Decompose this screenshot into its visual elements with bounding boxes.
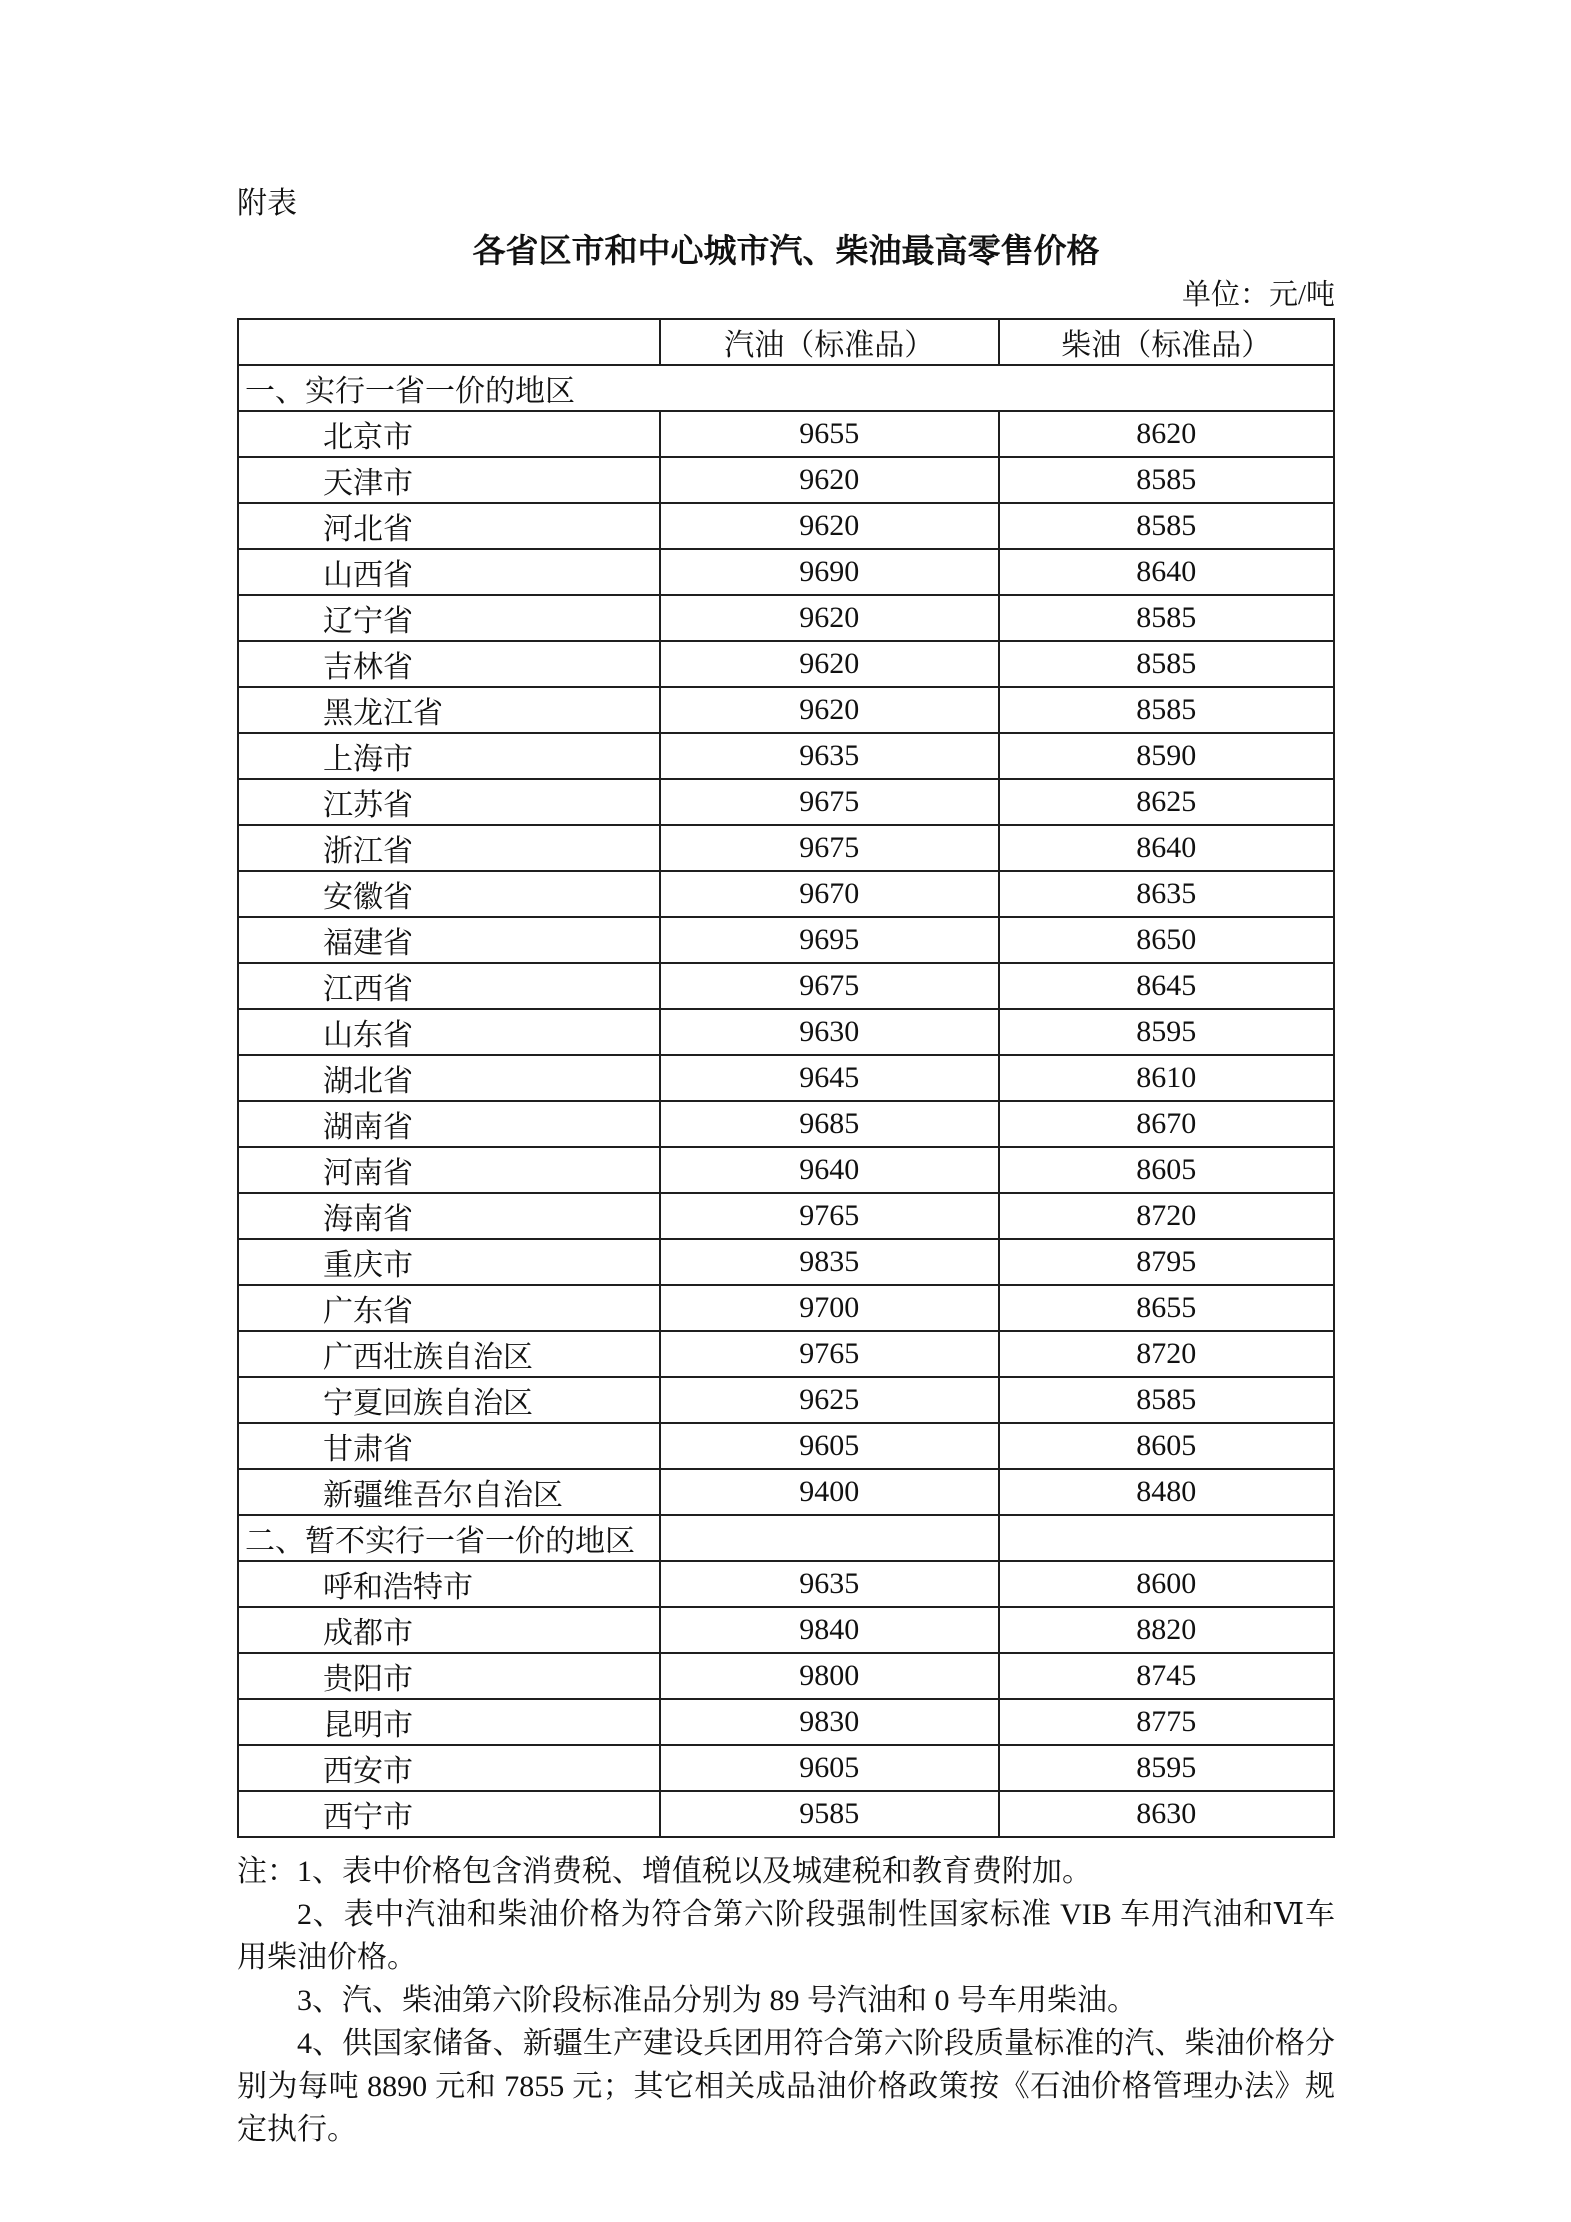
table-header-row [238,319,1334,365]
diesel-price-cell: 8480 [999,1469,1334,1515]
gasoline-price-cell: 9620 [660,595,999,641]
notes [237,1850,1335,2151]
table-row [238,1285,1334,1331]
diesel-price-cell: 8650 [999,917,1334,963]
region-cell: 呼和浩特市 [238,1561,660,1607]
table-row [238,1331,1334,1377]
note-text: 1、表中价格包含消费税、增值税以及城建税和教育费附加。 [297,1855,1092,1888]
region-cell: 北京市 [238,411,660,457]
table-row [238,1469,1334,1515]
gasoline-price-cell: 9830 [660,1699,999,1745]
diesel-price-cell: 8745 [999,1653,1334,1699]
section-row [238,1515,1334,1561]
region-cell: 贵阳市 [238,1653,660,1699]
diesel-price-cell: 8600 [999,1561,1334,1607]
gasoline-price-cell: 9605 [660,1745,999,1791]
region-cell: 福建省 [238,917,660,963]
diesel-price-cell [999,1515,1334,1561]
note-item [237,1850,1335,1893]
diesel-price-cell: 8720 [999,1193,1334,1239]
table-row [238,1239,1334,1285]
region-cell: 宁夏回族自治区 [238,1377,660,1423]
note-item [237,2022,1335,2151]
table-row [238,1055,1334,1101]
table-row [238,1101,1334,1147]
diesel-price-cell: 8630 [999,1791,1334,1837]
diesel-price-cell: 8640 [999,549,1334,595]
gasoline-price-cell: 9655 [660,411,999,457]
table-row [238,1745,1334,1791]
column-header-diesel: 柴油（标准品） [999,319,1334,365]
gasoline-price-cell: 9645 [660,1055,999,1101]
gasoline-price-cell: 9675 [660,779,999,825]
table-row [238,1791,1334,1837]
gasoline-price-cell: 9620 [660,503,999,549]
region-cell: 山西省 [238,549,660,595]
diesel-price-cell: 8625 [999,779,1334,825]
region-cell: 河南省 [238,1147,660,1193]
region-cell: 重庆市 [238,1239,660,1285]
table-row [238,733,1334,779]
table-row [238,1699,1334,1745]
note-text: 3、汽、柴油第六阶段标准品分别为 89 号汽油和 0 号车用柴油。 [297,1984,1137,2017]
diesel-price-cell: 8595 [999,1745,1334,1791]
region-cell: 甘肃省 [238,1423,660,1469]
table-row [238,917,1334,963]
region-cell: 广西壮族自治区 [238,1331,660,1377]
note-item [237,1893,1335,1979]
region-cell: 山东省 [238,1009,660,1055]
table-row [238,871,1334,917]
diesel-price-cell: 8640 [999,825,1334,871]
diesel-price-cell: 8635 [999,871,1334,917]
gasoline-price-cell: 9635 [660,1561,999,1607]
gasoline-price-cell: 9690 [660,549,999,595]
price-table [237,318,1335,1838]
diesel-price-cell: 8585 [999,687,1334,733]
gasoline-price-cell: 9835 [660,1239,999,1285]
gasoline-price-cell: 9765 [660,1331,999,1377]
table-row [238,1653,1334,1699]
gasoline-price-cell [660,1515,999,1561]
table-row [238,411,1334,457]
section-label: 二、暂不实行一省一价的地区 [238,1515,660,1561]
doc-tag: 附表 [237,187,297,220]
region-cell: 昆明市 [238,1699,660,1745]
diesel-price-cell: 8585 [999,1377,1334,1423]
table-row [238,641,1334,687]
table-row [238,963,1334,1009]
table-row [238,595,1334,641]
region-cell: 西宁市 [238,1791,660,1837]
gasoline-price-cell: 9765 [660,1193,999,1239]
gasoline-price-cell: 9640 [660,1147,999,1193]
page-title: 各省区市和中心城市汽、柴油最高零售价格 [472,232,1100,269]
note-text: 4、供国家储备、新疆生产建设兵团用符合第六阶段质量标准的汽、柴油价格分别为每吨 8890 元和 7855 元；其它相关成品油价格政策按《石油价格管理办法》规定执行。 [237,2027,1335,2146]
diesel-price-cell: 8605 [999,1147,1334,1193]
gasoline-price-cell: 9675 [660,963,999,1009]
column-header-gasoline: 汽油（标准品） [660,319,999,365]
column-header-region [238,319,660,365]
diesel-price-cell: 8610 [999,1055,1334,1101]
region-cell: 新疆维吾尔自治区 [238,1469,660,1515]
diesel-price-cell: 8620 [999,411,1334,457]
diesel-price-cell: 8775 [999,1699,1334,1745]
diesel-price-cell: 8585 [999,457,1334,503]
table-row [238,825,1334,871]
diesel-price-cell: 8670 [999,1101,1334,1147]
table-row [238,1147,1334,1193]
region-cell: 西安市 [238,1745,660,1791]
gasoline-price-cell: 9700 [660,1285,999,1331]
diesel-price-cell: 8795 [999,1239,1334,1285]
region-cell: 辽宁省 [238,595,660,641]
diesel-price-cell: 8820 [999,1607,1334,1653]
table-row [238,1377,1334,1423]
region-cell: 上海市 [238,733,660,779]
region-cell: 天津市 [238,457,660,503]
region-cell: 成都市 [238,1607,660,1653]
region-cell: 安徽省 [238,871,660,917]
region-cell: 江西省 [238,963,660,1009]
gasoline-price-cell: 9675 [660,825,999,871]
gasoline-price-cell: 9800 [660,1653,999,1699]
note-prefix: 注： [237,1855,297,1888]
gasoline-price-cell: 9630 [660,1009,999,1055]
diesel-price-cell: 8645 [999,963,1334,1009]
diesel-price-cell: 8655 [999,1285,1334,1331]
region-cell: 吉林省 [238,641,660,687]
note-text: 2、表中汽油和柴油价格为符合第六阶段强制性国家标准 VIB 车用汽油和Ⅵ车用柴油价格。 [237,1898,1335,1974]
region-cell: 黑龙江省 [238,687,660,733]
table-row [238,687,1334,733]
table-row [238,1009,1334,1055]
gasoline-price-cell: 9625 [660,1377,999,1423]
gasoline-price-cell: 9670 [660,871,999,917]
region-cell: 湖南省 [238,1101,660,1147]
table-row [238,503,1334,549]
section-row [238,365,1334,411]
diesel-price-cell: 8590 [999,733,1334,779]
region-cell: 江苏省 [238,779,660,825]
diesel-price-cell: 8585 [999,503,1334,549]
gasoline-price-cell: 9695 [660,917,999,963]
gasoline-price-cell: 9400 [660,1469,999,1515]
gasoline-price-cell: 9620 [660,457,999,503]
region-cell: 浙江省 [238,825,660,871]
table-row [238,779,1334,825]
gasoline-price-cell: 9620 [660,641,999,687]
region-cell: 广东省 [238,1285,660,1331]
gasoline-price-cell: 9685 [660,1101,999,1147]
unit-label: 单位：元/吨 [1181,279,1335,311]
diesel-price-cell: 8595 [999,1009,1334,1055]
diesel-price-cell: 8585 [999,641,1334,687]
price-table-body [238,365,1334,1837]
table-row [238,549,1334,595]
table-row [238,1561,1334,1607]
gasoline-price-cell: 9620 [660,687,999,733]
region-cell: 海南省 [238,1193,660,1239]
diesel-price-cell: 8605 [999,1423,1334,1469]
table-row [238,1607,1334,1653]
gasoline-price-cell: 9840 [660,1607,999,1653]
table-row [238,1193,1334,1239]
region-cell: 河北省 [238,503,660,549]
diesel-price-cell: 8720 [999,1331,1334,1377]
section-label: 一、实行一省一价的地区 [238,365,1334,411]
diesel-price-cell: 8585 [999,595,1334,641]
table-row [238,1423,1334,1469]
region-cell: 湖北省 [238,1055,660,1101]
gasoline-price-cell: 9605 [660,1423,999,1469]
gasoline-price-cell: 9635 [660,733,999,779]
table-row [238,457,1334,503]
note-item [237,1979,1335,2022]
gasoline-price-cell: 9585 [660,1791,999,1837]
